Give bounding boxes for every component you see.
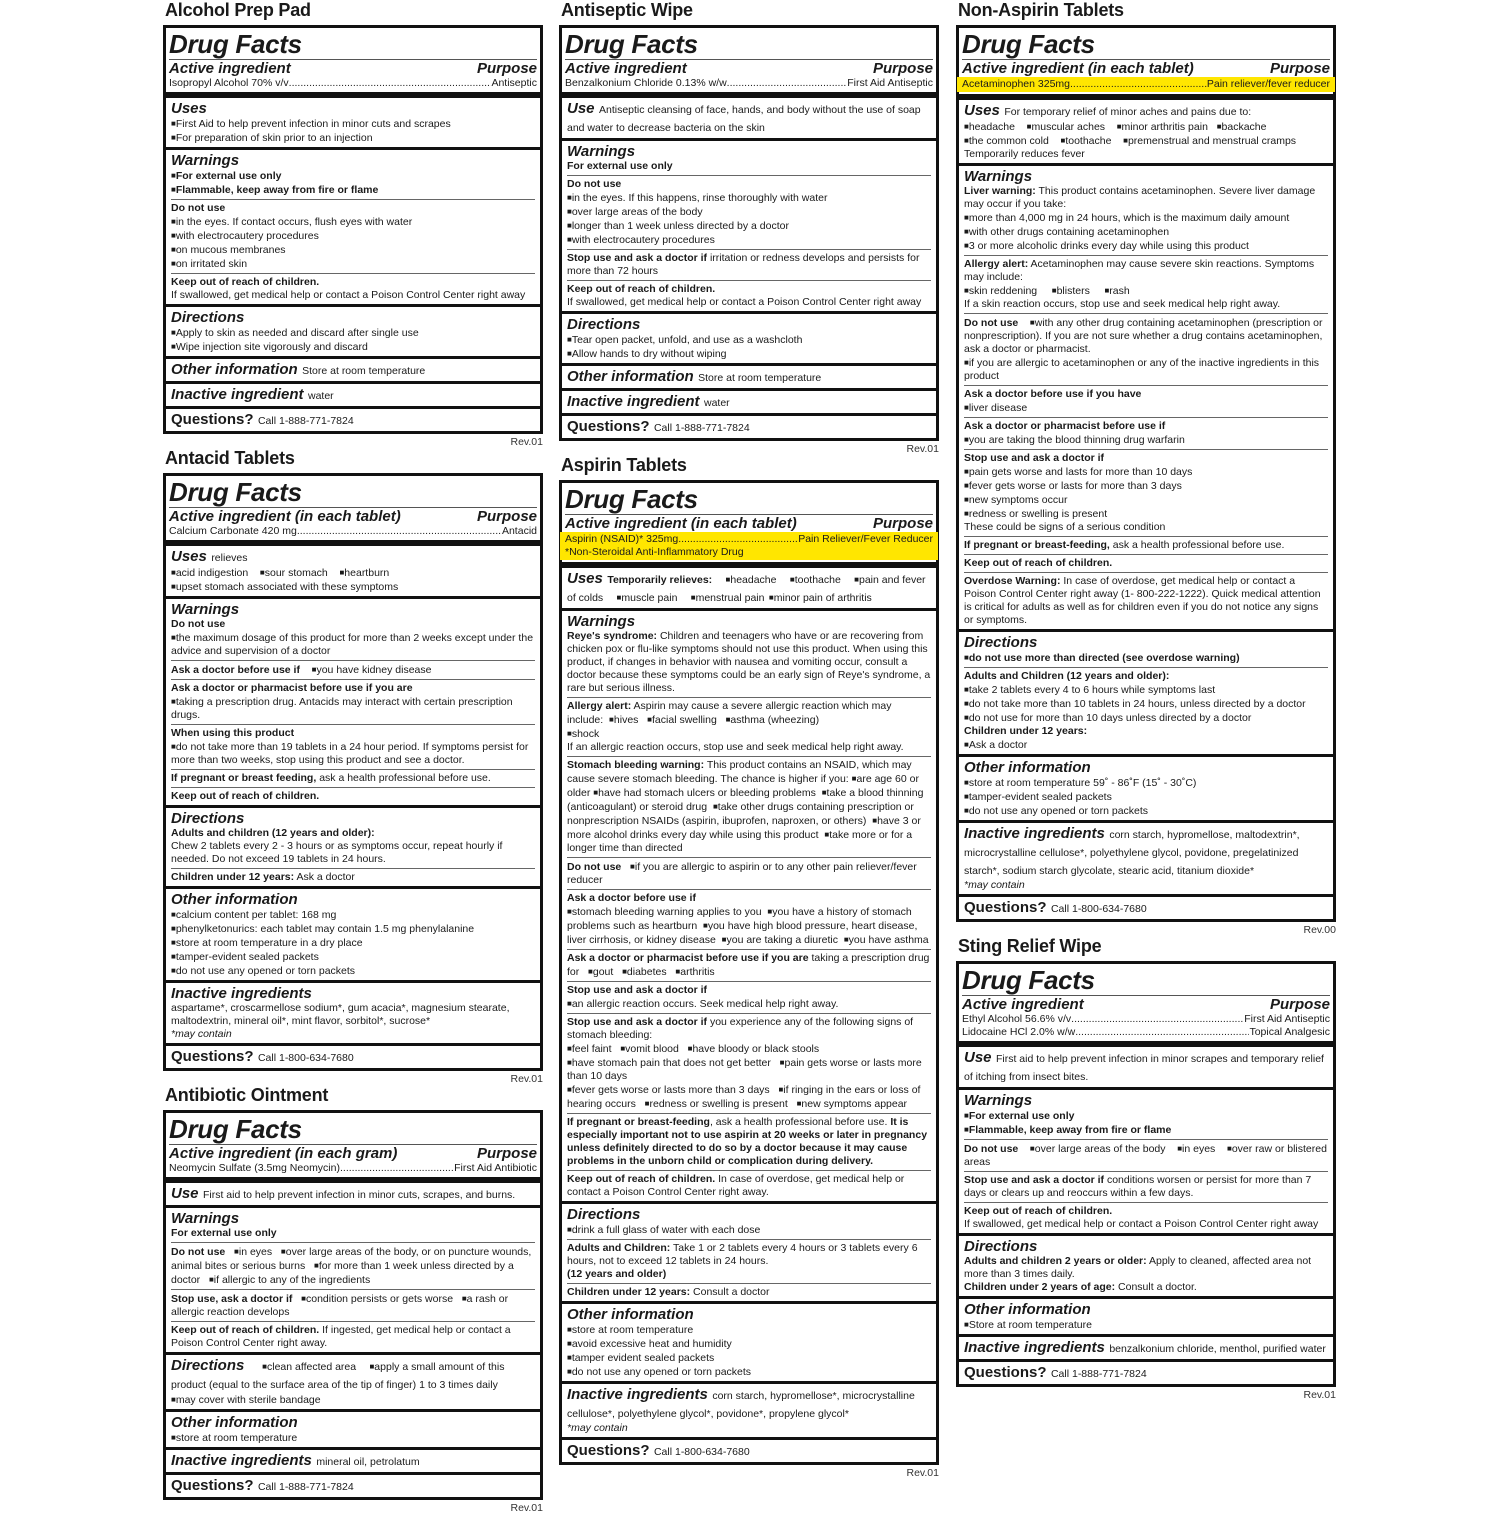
warnings-section: Warnings For external use only Do not use ■ in eyes ■ over large areas of the body, or on puncture wounds, animal bites or serious burns ■ for more than 1 week unless directed by a doctor ■ if allergic to any of the ingredients Stop use, ask a doctor if ■ condition persists or gets worse ■ a rash or allergic reaction develops Keep out of reach of children. If ingested, get medical help or contact a Poison Control Center right away. [163,1208,543,1355]
drug-facts-heading: Drug Facts [169,477,537,508]
other-information-section: Other information Store at room temperature [163,359,543,384]
drug-facts-heading: Drug Facts [169,29,537,60]
questions-section: Questions? Call 1-888-771-7824 [163,409,543,434]
product-title: Non-Aspirin Tablets [958,0,1124,20]
directions-section: Directions ■ clean affected area ■ apply a small amount of this product (equal to the surface area of the tip of finger) 1 to 3 times daily ■ may cover with sterile bandage [163,1355,543,1412]
product-antibiotic-ointment [163,1085,543,1514]
revision-label: Rev.01 [1303,1389,1336,1401]
product-antiseptic-wipe [559,0,939,455]
product-non-aspirin-tablets [956,0,1336,936]
uses-section: Uses relieves ■ acid indigestion ■ sour stomach ■ heartburn ■ upset stomach associated with these symptoms [163,543,543,599]
active-ingredient-row: Benzalkonium Chloride 0.13% w/w ..... First Aid Antiseptic [565,77,933,90]
active-ingredient-row: Aspirin (NSAID)* 325mg ..... Pain Reliever/Fever Reducer [565,533,933,546]
drug-facts-heading: Drug Facts [169,1114,537,1145]
directions-section: Directions ■ Apply to skin as needed and discard after single use ■ Wipe injection site vigorously and discard [163,307,543,359]
drug-facts-label: Drug Facts Active ingredient (in each tablet) Purpose Aspirin (NSAID)* 325mg ..... Pain Reliever/Fever Reducer *Non-Steroidal Anti-Inflammatory Drug [559,480,939,565]
warnings-section: Warnings Do not use ■ the maximum dosage of this product for more than 2 weeks except under the advice and supervision of a doctor Ask a doctor before use if ■ you have kidney disease Ask a doctor or pharmacist before use if you are ■ taking a prescription drug. Antacids may interact with certain prescription drugs. When using this product ■ do not take more than 19 tablets in a 24 hour period. If symptoms persist for more than two weeks, stop using this product and see a doctor. If pregnant or breast feeding, ask a health professional before use. Keep out of reach of children. [163,599,543,808]
questions-section: Questions? Call 1-800-634-7680 [163,1046,543,1071]
product-title: Antacid Tablets [165,448,295,468]
product-sting-relief-wipe [956,936,1336,1401]
column-left [163,0,543,1514]
active-ingredient-row: Calcium Carbonate 420 mg ..... Antacid [169,525,537,538]
drug-facts-label: Drug Facts Active ingredient (in each gram) Purpose Neomycin Sulfate (3.5mg Neomycin) ..... First Aid Antibiotic [163,1110,543,1180]
column-middle [559,0,939,1479]
purpose-heading: Purpose [476,60,537,77]
inactive-ingredient-section: Inactive ingredient water [163,384,543,409]
active-ingredient-heading: Active ingredient [169,60,291,77]
active-ingredient-row: Lidocaine HCl 2.0% w/w ..... Topical Analgesic [962,1026,1330,1039]
product-title: Alcohol Prep Pad [165,0,311,20]
drug-facts-label: Drug Facts Active ingredient (in each tablet) Purpose Calcium Carbonate 420 mg ..... Antacid [163,473,543,543]
uses-section: Uses For temporary relief of minor aches and pains due to: ■ headache ■ muscular aches ■ minor arthritis pain ■ backache ■ the common cold ■ toothache ■ premenstrual and menstrual cramps Temporarily reduces fever [956,97,1336,166]
other-information-section: Other information ■ store at room temperature [163,1412,543,1450]
drug-facts-heading: Drug Facts [962,965,1330,996]
revision-label: Rev.00 [1303,924,1336,936]
questions-section: Questions? Call 1-888-771-7824 [163,1475,543,1500]
use-section: Use Antiseptic cleansing of face, hands, and body without the use of soap and water to decrease bacteria on the skin [559,95,939,141]
directions-section: Directions ■ Tear open packet, unfold, and use as a washcloth ■ Allow hands to dry without wiping [559,314,939,366]
active-ingredient-highlight: Aspirin (NSAID)* 325mg ..... Pain Reliever/Fever Reducer *Non-Steroidal Anti-Inflammatory Drug [560,532,938,560]
use-section: Use First aid to help prevent infection in minor scrapes and temporary relief of itching from insect bites. [956,1044,1336,1090]
active-ingredient-row: Isopropyl Alcohol 70% v/v ..... Antiseptic [169,77,537,90]
inactive-ingredients-section: Inactive ingredients aspartame*, croscarmellose sodium*, gum acacia*, magnesium stearate, maltodextrin, mineral oil*, mint flavor, sorbitol*, sucrose* *may contain [163,983,543,1046]
revision-label: Rev.01 [906,1467,939,1479]
drug-facts-heading: Drug Facts [962,29,1330,60]
product-title: Antiseptic Wipe [561,0,693,20]
product-title: Sting Relief Wipe [958,936,1102,956]
questions-section: Questions? Call 1-888-771-7824 [559,416,939,441]
warnings-section: Warnings ■ For external use only ■ Flammable, keep away from fire or flame Do not use ■ in the eyes. If contact occurs, flush eyes with water ■ with electrocautery procedures ■ on mucous membranes ■ on irritated skin Keep out of reach of children. If swallowed, get medical help or contact a Poison Control Center right away [163,150,543,307]
drug-facts-label: Drug Facts Active ingredient Purpose Benzalkonium Chloride 0.13% w/w ..... First Aid Antiseptic [559,25,939,95]
warnings-section: Warnings Reye's syndrome: Children and teenagers who have or are recovering from chicken pox or flu-like symptoms should not use this product. When using this product, if changes in behavior with nausea and vomiting occur, consult a doctor because these symptoms could be an early sign of Reye's syndrome, a rare but serious illness. Allergy alert: Aspirin may cause a severe allergic reaction which may include: ■ hives ■ facial swelling ■ asthma (wheezing) ■ shock If an allergic reaction occurs, stop use and seek medical help right away. Stomach bleeding warning: This product contains an NSAID, which may cause severe stomach bleeding. The chance is higher if you: ■ are age 60 or older ■ have had stomach ulcers or bleeding problems ■ take a blood thinning (anticoagulant) or steroid drug ■ take other drugs containing prescription or nonprescription NSAIDs (aspirin, ibuprofen, naproxen, or others) ■ have 3 or more alcohol drinks every day while using this product ■ take more or for a longer time than directed Do not use ■ if you are allergic to aspirin or to any other pain reliever/fever reducer Ask a doctor before use if ■ stomach bleeding warning applies to you ■ you have a history of stomach problems such as heartburn ■ you have high blood pressure, heart disease, liver cirrhosis, or kidney disease ■ you are taking a diuretic ■ you have asthma Ask a doctor or pharmacist before use if you are taking a prescription drug for ■ gout ■ diabetes ■ arthritis Stop use and ask a doctor if ■ an allergic reaction occurs. Seek medical help right away. Stop use and ask a doctor if you experience any of the following signs of stomach bleeding: ■ feel faint ■ vomit blood ■ have bloody or black stools ■ have stomach pain that does not get better ■ pain gets worse or lasts more than 10 days ■ fever gets worse or lasts more than 3 days ■ if ringing in the ears or loss of hearing occurs ■ redness or swelling is present ■ new symptoms appear If pregnant or breast-feeding, ask a health professional before use. It is especially important not to use aspirin at 20 weeks or later in pregnancy unless definitely directed to do so by a doctor because it may cause problems in the unborn child or complication during delivery. Keep out of reach of children. In case of overdose, get medical help or contact a Poison Control Center right away. [559,611,939,1204]
active-ingredient-row: Ethyl Alcohol 56.6% v/v ..... First Aid Antiseptic [962,1013,1330,1026]
drug-facts-heading: Drug Facts [565,484,933,515]
product-aspirin-tablets [559,455,939,1479]
revision-label: Rev.01 [906,443,939,455]
warnings-section: Warnings For external use only Do not use ■ in the eyes. If this happens, rinse thoroughly with water ■ over large areas of the body ■ longer than 1 week unless directed by a doctor ■ with electrocautery procedures Stop use and ask a doctor if irritation or redness develops and persists for more than 72 hours Keep out of reach of children. If swallowed, get medical help or contact a Poison Control Center right away [559,141,939,314]
other-information-section: Other information Store at room temperature [559,366,939,391]
other-information-section: Other information ■ store at room temperature 59˚ - 86˚F (15˚ - 30˚C) ■ tamper-evident sealed packets ■ do not use any opened or torn packets [956,757,1336,823]
warnings-section: Warnings Liver warning: This product contains acetaminophen. Severe liver damage may occur if you take: ■ more than 4,000 mg in 24 hours, which is the maximum daily amount ■ with other drugs containing acetaminophen ■ 3 or more alcoholic drinks every day while using this product Allergy alert: Acetaminophen may cause severe skin reactions. Symptoms may include: ■ skin reddening ■ blisters ■ rash If a skin reaction occurs, stop use and seek medical help right away. Do not use ■ with any other drug containing acetaminophen (prescription or nonprescription). If you are not sure whether a drug contains acetaminophen, ask a doctor or pharmacist. ■ if you are allergic to acetaminophen or any of the inactive ingredients in this product Ask a doctor before use if you have ■ liver disease Ask a doctor or pharmacist before use if ■ you are taking the blood thinning drug warfarin Stop use and ask a doctor if ■ pain gets worse and lasts for more than 10 days ■ fever gets worse or lasts for more than 3 days ■ new symptoms occur ■ redness or swelling is present These could be signs of a serious condition If pregnant or breast-feeding, ask a health professional before use. Keep out of reach of children. Overdose Warning: In case of overdose, get medical help or contact a Poison Control Center right away (1- 800-222-1222). Quick medical attention is critical for adults as well as for children even if you do not notice any signs or symptoms. [956,166,1336,632]
other-information-section: Other information ■ Store at room temperature [956,1299,1336,1337]
revision-label: Rev.01 [510,1073,543,1085]
revision-label: Rev.01 [510,1502,543,1514]
inactive-ingredients-section: Inactive ingredients mineral oil, petrolatum [163,1450,543,1475]
drug-facts-heading: Drug Facts [565,29,933,60]
inactive-ingredients-section: Inactive ingredients benzalkonium chloride, menthol, purified water [956,1337,1336,1362]
active-ingredient-row: Acetaminophen 325mg ..... Pain reliever/fever reducer [962,78,1330,91]
questions-section: Questions? Call 1-800-634-7680 [559,1440,939,1465]
directions-section: Directions ■ do not use more than directed (see overdose warning) Adults and Children (12 years and older): ■ take 2 tablets every 4 to 6 hours while symptoms last ■ do not take more than 10 tablets in 24 hours, unless directed by a doctor ■ do not use for more than 10 days unless directed by a doctor Children under 12 years: ■ Ask a doctor [956,632,1336,757]
active-ingredient-highlight [957,77,1335,92]
inactive-ingredients-section: Inactive ingredients corn starch, hypromellose, maltodextrin*, microcrystalline cellulose*, polyethylene glycol, povidone, pregelatinized starch*, sodium starch glycolate, stearic acid, titanium dioxide* *may contain [956,823,1336,897]
drug-facts-label: Drug Facts Active ingredient Purpose Ethyl Alcohol 56.6% v/v ..... First Aid Antiseptic Lidocaine HCl 2.0% w/w ..... Topical Analgesic [956,961,1336,1044]
inactive-ingredients-section: Inactive ingredients corn starch, hypromellose*, microcrystalline cellulose*, polyethylene glycol*, povidone*, propylene glycol* *may contain [559,1384,939,1440]
other-information-section: Other information ■ calcium content per tablet: 168 mg ■ phenylketonurics: each tablet may contain 1.5 mg phenylalanine ■ store at room temperature in a dry place ■ tamper-evident sealed packets ■ do not use any opened or torn packets [163,889,543,983]
product-antacid-tablets [163,448,543,1085]
product-title: Aspirin Tablets [561,455,687,475]
directions-section: Directions ■ drink a full glass of water with each dose Adults and Children: Take 1 or 2 tablets every 4 hours or 3 tablets every 6 hours, not to exceed 12 tablets in 24 hours. (12 years and older) Children under 12 years: Consult a doctor [559,1204,939,1304]
revision-label: Rev.01 [510,436,543,448]
active-ingredient-row: Neomycin Sulfate (3.5mg Neomycin) ..... First Aid Antibiotic [169,1162,537,1175]
drug-facts-label: Drug Facts Active ingredient (in each tablet) Purpose Acetaminophen 325mg ..... Pain reliever/fever reducer [956,25,1336,97]
use-section: Use First aid to help prevent infection in minor cuts, scrapes, and burns. [163,1180,543,1208]
other-information-section: Other information ■ store at room temperature ■ avoid excessive heat and humidity ■ tamper evident sealed packets ■ do not use any opened or torn packets [559,1304,939,1384]
directions-section: Directions Adults and children 2 years or older: Apply to cleaned, affected area not more than 3 times daily. Children under 2 years of age: Consult a doctor. [956,1236,1336,1299]
inactive-ingredient-section: Inactive ingredient water [559,391,939,416]
uses-section: Uses Temporarily relieves: ■ headache ■ toothache ■ pain and fever of colds ■ muscle pain ■ menstrual pain ■ minor pain of arthritis [559,565,939,611]
directions-section: Directions Adults and children (12 years and older): Chew 2 tablets every 2 - 3 hours or as symptoms occur, repeat hourly if needed. Do not exceed 19 tablets in 24 hours. Children under 12 years: Ask a doctor [163,808,543,889]
uses-section: Uses ■ First Aid to help prevent infection in minor cuts and scrapes ■ For preparation of skin prior to an injection [163,95,543,150]
questions-section: Questions? Call 1-800-634-7680 [956,897,1336,922]
product-alcohol-prep-pad [163,0,543,448]
warnings-section: Warnings ■ For external use only ■ Flammable, keep away from fire or flame Do not use ■ over large areas of the body ■ in eyes ■ over raw or blistered areas Stop use and ask a doctor if conditions worsen or persist for more than 7 days or clears up and reoccurs within a few days. Keep out of reach of children. If swallowed, get medical help or contact a Poison Control Center right away [956,1090,1336,1236]
drug-facts-label [163,25,543,95]
product-title: Antibiotic Ointment [165,1085,329,1105]
questions-section: Questions? Call 1-888-771-7824 [956,1362,1336,1387]
column-right [956,0,1336,1401]
